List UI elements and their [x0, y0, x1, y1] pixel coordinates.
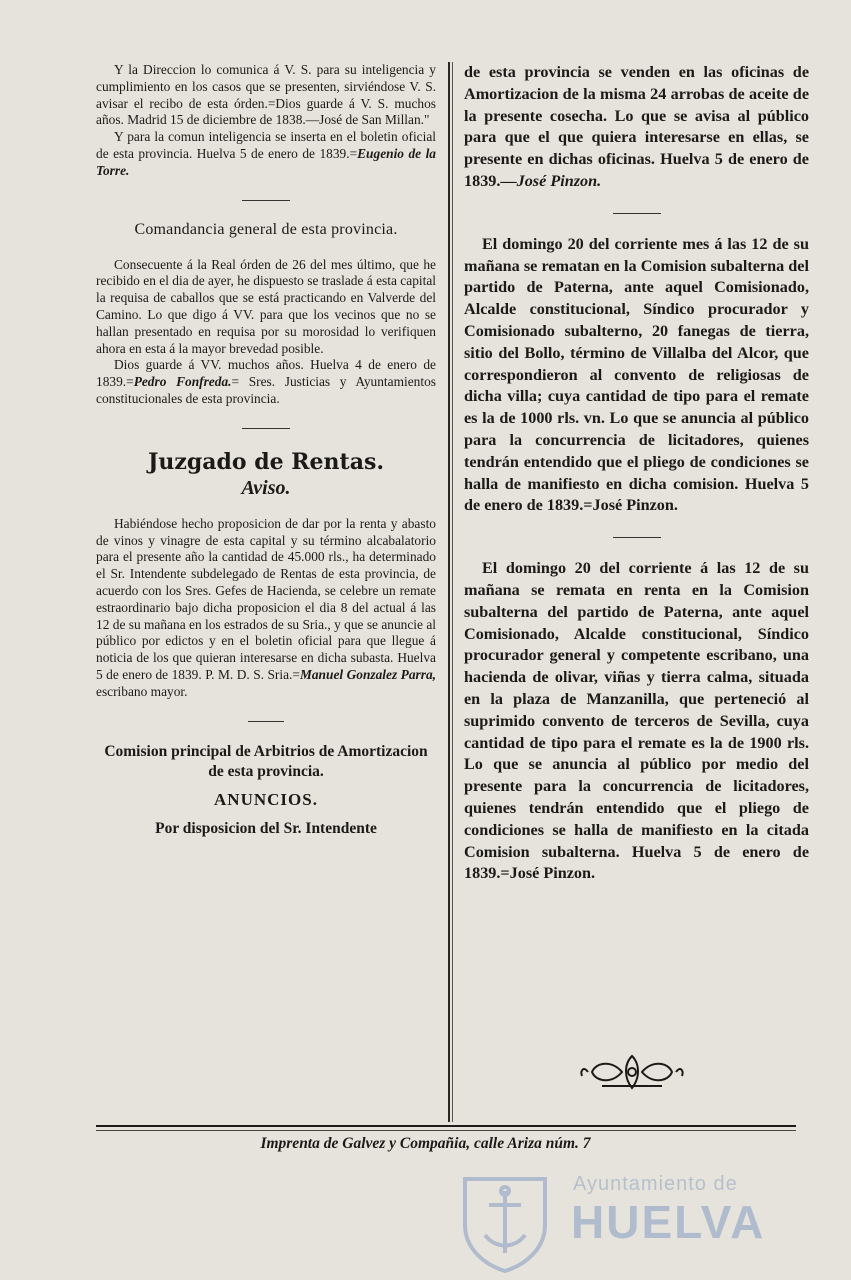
signature-fonfreda: Pedro Fonfreda.: [133, 374, 232, 390]
ornament-vignette-icon: [578, 1050, 686, 1094]
footer-rule-thin: [96, 1130, 796, 1131]
fonfreda-paragraph: [96, 357, 436, 407]
aceite-text: de esta provincia se venden en las oficinas de Amortizacion de la misma 24 arrobas de aceite de la presente cosecha. Lo que se avisa al público para que el que quiera interesarse en ellas, se presente en dichas oficinas. Huelva 5 de enero de 1839.—: [464, 63, 809, 190]
left-column: [96, 62, 436, 1114]
remate-tail: escribano mayor.: [96, 683, 188, 699]
insercion-paragraph: [96, 129, 436, 179]
section-separator: [242, 428, 290, 429]
comandancia-heading: Comandancia general de esta provincia.: [134, 220, 398, 238]
fanegas-paragraph: El domingo 20 del corriente mes á las 12 de su mañana se rematan en la Comision subalterna del partido de Paterna, ante aquel Comisionado, Alcalde constitucional, Síndico procurador y Comisionado subalterno, 20 fanegas de tierra, sitio del Bollo, término de Villalba del Alcor, que correspondieron al convento de religiosas de dicha villa; cuya cantidad de tipo para el remate es la de 1000 rls. vn. Lo que se anuncia al público para la concurrencia de licitadores, quienes tendrán entendido que el pliego de condiciones se halla de manifiesto en dicha comision. Huelva 5 de enero de 1839.=José Pinzon.: [464, 234, 809, 515]
fonfreda-text: Dios guarde á VV. muchos años. Huelva 4 de enero de 1839.=: [96, 357, 436, 390]
signature-pinzon: José Pinzon.: [516, 171, 602, 190]
insercion-text: Y para la comun inteligencia se inserta en el boletin oficial de esta provincia. Huelva 5 de enero de 1839.=: [96, 129, 436, 161]
footer-rule: [96, 1125, 796, 1127]
fonfreda-tail: = Sres. Justicias y Ayuntamientos constitucionales de esta provincia.: [96, 374, 436, 406]
coat-of-arms-icon: [455, 1165, 555, 1273]
watermark-line2: HUELVA: [571, 1196, 766, 1248]
section-separator: [613, 537, 661, 538]
column-divider: [448, 62, 450, 1122]
watermark-line1: Ayuntamiento de: [573, 1173, 738, 1195]
comision-heading: Comision principal de Arbitrios de Amortizacion de esta provincia.: [104, 742, 428, 780]
right-column: [464, 62, 809, 1114]
juzgado-title: Juzgado de Rentas.: [147, 448, 385, 475]
aceite-paragraph: [464, 62, 809, 193]
direccion-paragraph: Y la Direccion lo comunica á V. S. para su inteligencia y cumplimiento en los casos que se presenten, sirviéndose V. S. avisar el recibo de esta órden.=Dios guarde á V. S. muchos años. Madrid 15 de diciembre de 1838.—José de San Millan.": [96, 62, 436, 128]
section-separator: [248, 721, 284, 722]
requisa-paragraph: Consecuente á la Real órden de 26 del mes último, que he recibido en el dia de ayer, he dispuesto se traslade á esta capital la requisa de caballos que se está practicando en Valverde del Camino. Lo que digo á VV. para que los vecinos que no se hallan presentado en requisa por su morosidad lo verifiquen ahora en esta á la mayor brevedad posible.: [96, 256, 436, 356]
column-divider-inner: [452, 62, 453, 1122]
remate-paragraph: [96, 516, 436, 701]
anuncios-heading: ANUNCIOS.: [214, 789, 318, 809]
signature-gonzalez: Manuel Gonzalez Parra,: [299, 666, 436, 682]
signature-eugenio: Eugenio de la Torre.: [96, 145, 436, 178]
por-disposicion-line: Por disposicion del Sr. Intendente: [155, 819, 377, 837]
aviso-title: Aviso.: [241, 476, 291, 499]
olivar-paragraph: El domingo 20 del corriente á las 12 de su mañana se remata en renta en la Comision subalterna del partido de Paterna, ante aquel Comisionado, Alcalde constitucional, Síndico procurador general y competente escribano, una hacienda de olivar, viñas y tierra calma, situada en la plaza de Manzanilla, que perteneció al suprimido convento de terceros de Sevilla, cuya cantidad de tipo para el remate es la de 1900 rls. Lo que se anuncia al público por medio del presente para la concurrencia de licitadores, quienes tendrán entendido que el pliego de condiciones se halla de manifiesto en la citada Comision subalterna. Huelva 5 de enero de 1839.=José Pinzon.: [464, 559, 809, 883]
remate-text: Habiéndose hecho proposicion de dar por la renta y abasto de vinos y vinagre de esta capital y su término alcabalatorio para el presente año la cantidad de 45.000 rls., ha determinado el Sr. Intendente subdelegado de Rentas de esta provincia, de acuerdo con los Sres. Gefes de Hacienda, se celebre un remate estraordinario bajo dicha proposicion el dia 8 del actual á las 12 de su mañana en los estrados de su Sria., y que se anuncie al público por edictos y en el boletin oficial para que llegue á noticia de los que quieran interesarse en dicha subasta. Huelva 5 de enero de 1839. P. M. D. S. Sria.=: [96, 515, 436, 682]
ayuntamiento-watermark: [455, 1165, 795, 1273]
section-separator: [242, 200, 290, 201]
section-separator: [613, 213, 661, 214]
imprint-line: Imprenta de Galvez y Compañia, calle Ariza núm. 7: [260, 1135, 591, 1152]
